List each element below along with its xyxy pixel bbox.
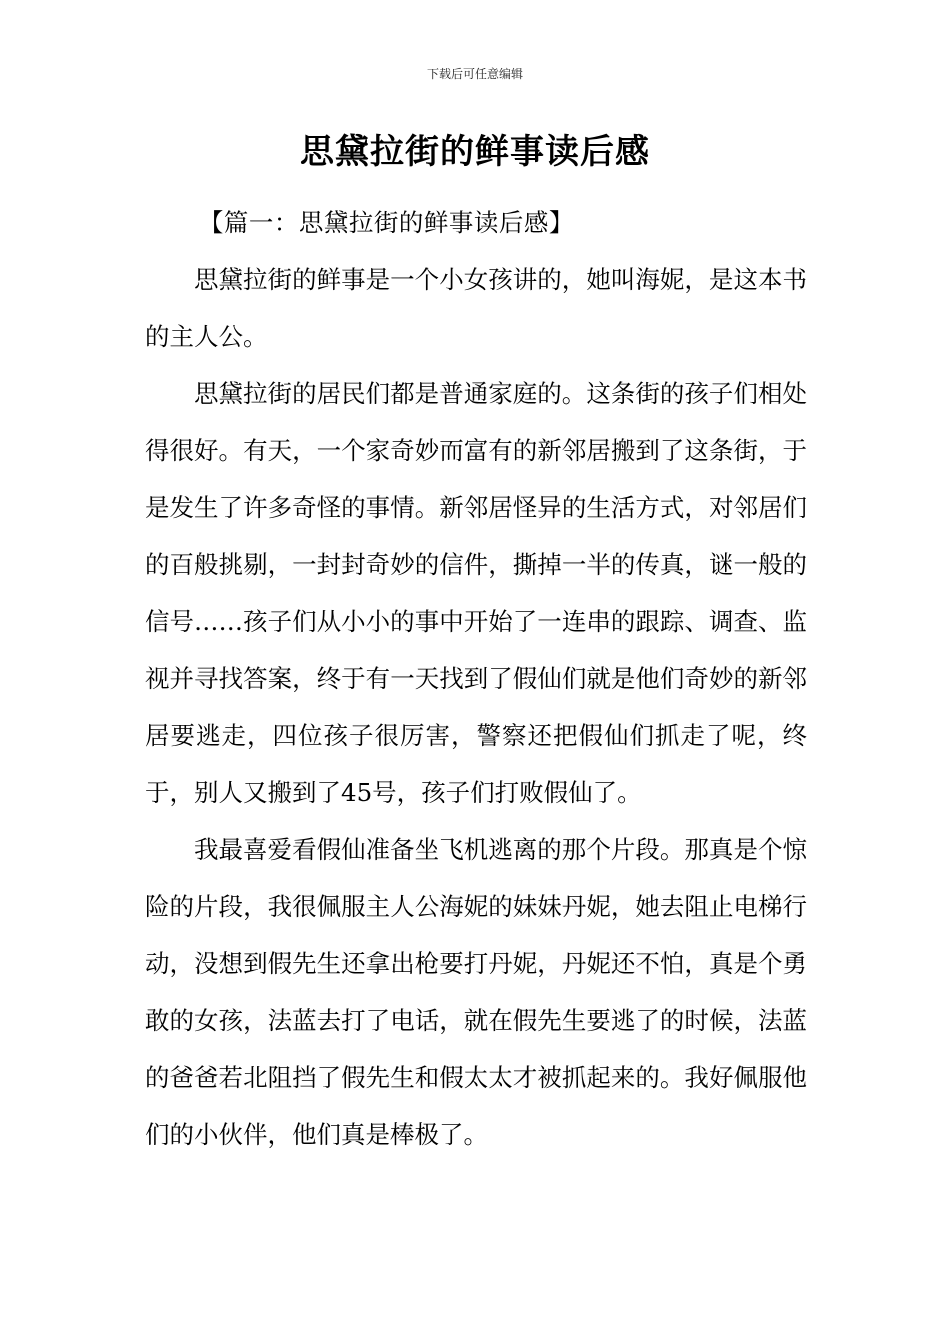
section-heading: 【篇一：思黛拉街的鲜事读后感】 <box>198 208 574 237</box>
paragraph-3: 我最喜爱看假仙准备坐飞机逃离的那个片段。那真是个惊险的片段，我很佩服主人公海妮的妹妹丹妮，她去阻止电梯行动，没想到假先生还拿出枪要打丹妮，丹妮还不怕，真是个勇敢的女孩，法蓝去打了电话，就在假先生要逃了的时候，法蓝的爸爸若北阻挡了假先生和假太太才被抓起来的。我好佩服他们的小伙伴，他们真是棒极了。 <box>145 835 807 1149</box>
paragraph-1: 思黛拉街的鲜事是一个小女孩讲的，她叫海妮，是这本书的主人公。 <box>145 265 807 351</box>
document-body <box>145 194 807 1163</box>
paragraph-2: 思黛拉街的居民们都是普通家庭的。这条街的孩子们相处得很好。有天，一个家奇妙而富有的新邻居搬到了这条街，于是发生了许多奇怪的事情。新邻居怪异的生活方式，对邻居们的百般挑剔，一封封奇妙的信件，撕掉一半的传真，谜一般的信号……孩子们从小小的事中开始了一连串的跟踪、调查、监视并寻找答案，终于有一天找到了假仙们就是他们奇妙的新邻居要逃走，四位孩子很厉害，警察还把假仙们抓走了呢，终于，别人又搬到了45号，孩子们打败假仙了。 <box>145 379 807 807</box>
header-note: 下载后可任意编辑 <box>426 67 523 81</box>
document-title: 思黛拉街的鲜事读后感 <box>300 132 650 172</box>
